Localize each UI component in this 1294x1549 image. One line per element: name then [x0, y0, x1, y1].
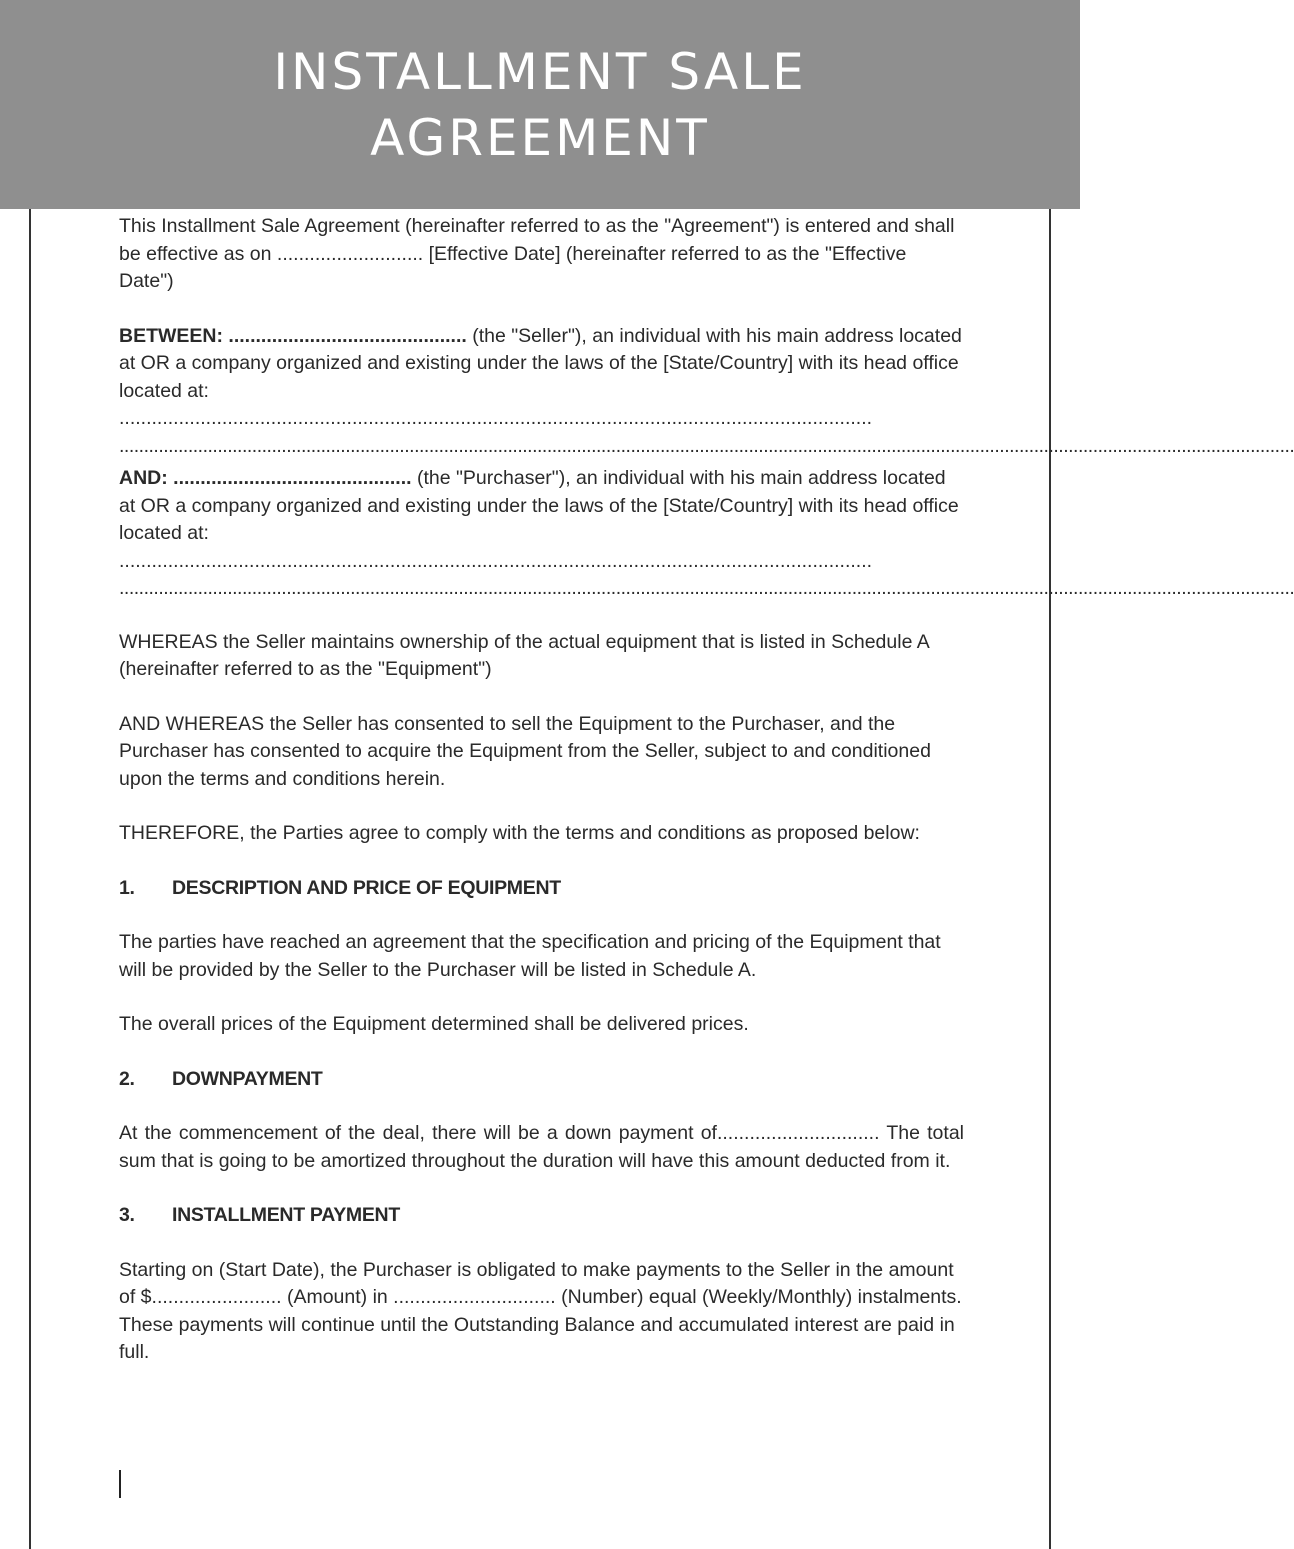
- between-label: BETWEEN: ............................................: [119, 324, 467, 347]
- document-body: [119, 213, 1294, 1394]
- purchaser-address-dotline: ...............................................................................................................................................................................................................................................: [119, 577, 1294, 599]
- text-cursor: [119, 1470, 121, 1498]
- section-1-number: 1.: [119, 876, 135, 899]
- purchaser-paragraph: [119, 465, 964, 575]
- section-3-number: 3.: [119, 1204, 135, 1226]
- section-2-heading: [119, 1066, 964, 1094]
- section-3-heading: [119, 1202, 964, 1230]
- title-banner: [0, 0, 1080, 209]
- section-1-paragraph-2: The overall prices of the Equipment determined shall be delivered prices.: [119, 1013, 749, 1035]
- and-label: AND: ............................................: [119, 467, 412, 489]
- title-line-1: INSTALLMENT SALE: [273, 42, 807, 101]
- purchaser-text: (the "Purchaser"), an individual with his main address located at OR a company organized and existing under the laws of the [State/Country] with its head office located at: ...........................................................................................................................................: [119, 467, 959, 572]
- title-line-2: AGREEMENT: [370, 108, 710, 167]
- section-1-heading: [119, 875, 964, 903]
- section-1-title: DESCRIPTION AND PRICE OF EQUIPMENT: [172, 876, 561, 899]
- section-2-title: DOWNPAYMENT: [172, 1067, 323, 1090]
- section-1-paragraph-1: The parties have reached an agreement that the specification and pricing of the Equipment that will be provided by the Seller to the Purchaser will be listed in Schedule A.: [119, 931, 941, 981]
- section-3-title: INSTALLMENT PAYMENT: [172, 1204, 400, 1226]
- seller-text: (the "Seller"), an individual with his main address located at OR a company organized and existing under the laws of the [State/Country] with its head office located at: ...........................................................................................................................................: [119, 324, 962, 429]
- seller-address-dotline: ...............................................................................................................................................................................................................................................: [119, 434, 1294, 457]
- section-2-paragraph-1: At the commencement of the deal, there will be a down payment of.............................. The total sum that is going to be amortized throughout the duration will have this amount deducted from it.: [119, 1122, 964, 1172]
- section-2-number: 2.: [119, 1067, 135, 1090]
- therefore-paragraph: THEREFORE, the Parties agree to comply with the terms and conditions as proposed below:: [119, 822, 920, 844]
- whereas-paragraph-2: AND WHEREAS the Seller has consented to sell the Equipment to the Purchaser, and the Purchaser has consented to acquire the Equipment from the Seller, subject to and conditioned upon the terms and conditions herein.: [119, 712, 931, 790]
- section-3-paragraph-1: Starting on (Start Date), the Purchaser is obligated to make payments to the Seller in the amount of $........................ (Amount) in .............................. (Number) equal (Weekly/Monthly) instalments. These payments will continue until the Outstanding Balance and accumulated interest are paid in full.: [119, 1258, 962, 1363]
- seller-paragraph: [119, 323, 964, 433]
- intro-paragraph: This Installment Sale Agreement (hereinafter referred to as the "Agreement") is entered and shall be effective as on ........................... [Effective Date] (hereinafter referred to as the "Effective Date"): [119, 215, 955, 292]
- whereas-paragraph-1: WHEREAS the Seller maintains ownership of the actual equipment that is listed in Schedule A (hereinafter referred to as the "Equipment"): [119, 630, 929, 680]
